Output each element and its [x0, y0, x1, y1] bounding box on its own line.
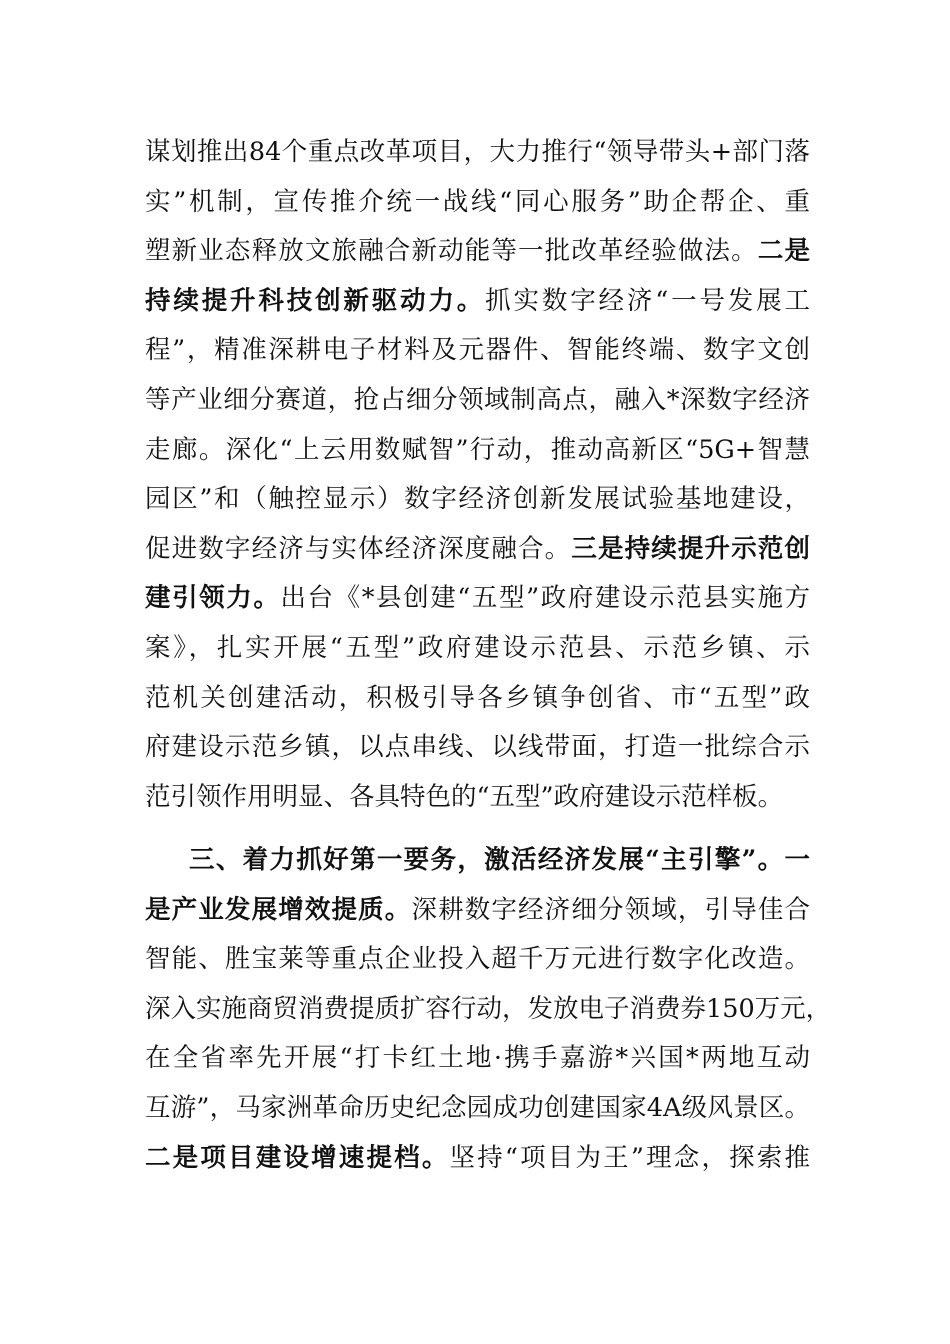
text-line — [145, 773, 810, 823]
bold-text: 二是 — [757, 236, 810, 267]
text-line — [145, 1084, 810, 1134]
text-line — [145, 886, 810, 936]
text-segment: 实”机制，宣传推介统一战线“同心服务”助企帮企、重 — [145, 186, 810, 217]
text-segment: 互游”，马家洲革命历史纪念园成功创建国家4A级风景区。 — [145, 1092, 810, 1123]
text-line — [145, 525, 810, 575]
text-segment: 促进数字经济与实体经济深度融合。 — [145, 533, 572, 564]
text-line — [145, 277, 810, 327]
text-line — [145, 574, 810, 624]
text-line — [145, 426, 810, 476]
text-segment: 范机关创建活动，积极引导各乡镇争创省、市“五型”政 — [145, 682, 810, 713]
text-segment: 等产业细分赛道，抢占细分领域制高点，融入*深数字经济 — [145, 384, 810, 415]
text-line — [145, 985, 832, 1035]
text-segment: 智能、胜宝莱等重点企业投入超千万元进行数字化改造。 — [145, 944, 810, 975]
bold-text: 持续提升科技创新驱动力。 — [145, 285, 486, 316]
bold-text: 二是项目建设增速提档。 — [145, 1142, 450, 1173]
text-line — [145, 376, 810, 426]
text-line — [145, 128, 810, 178]
text-segment: 程”，精准深耕电子材料及元器件、智能终端、数字文创 — [145, 335, 810, 366]
text-segment: 府建设示范乡镇，以点串线、以线带面，打造一批综合示 — [145, 732, 810, 763]
text-segment: 谋划推出84个重点改革项目，大力推行“领导带头+部门落 — [145, 137, 810, 167]
text-line — [145, 935, 810, 985]
text-segment: 案》，扎实开展“五型”政府建设示范县、示范乡镇、示 — [145, 632, 810, 663]
text-segment: 出台《*县创建“五型”政府建设示范县实施方 — [280, 583, 810, 614]
text-segment: 抓实数字经济“一号发展工 — [485, 285, 810, 316]
paragraph-reform-and-innovation — [145, 128, 810, 822]
text-segment: 塑新业态释放文旅融合新动能等一批改革经验做法。 — [145, 236, 758, 267]
text-segment: 深耕数字经济细分领域，引导佳合 — [411, 894, 810, 925]
paragraph-economic-development — [145, 836, 832, 1183]
text-line — [145, 624, 810, 674]
text-line — [145, 178, 810, 228]
text-line — [145, 326, 810, 376]
text-segment: 范引领作用明显、各具特色的“五型”政府建设示范样板。 — [145, 781, 784, 812]
text-line — [145, 1134, 810, 1184]
text-line — [145, 836, 810, 886]
bold-text: 三、着力抓好第一要务，激活经济发展“主引擎”。一 — [189, 845, 810, 875]
text-segment: 在全省率先开展“打卡红土地·携手嘉游*兴国*两地互动 — [145, 1043, 810, 1074]
bold-text: 是产业发展增效提质。 — [145, 894, 412, 925]
text-line — [145, 227, 810, 277]
text-line — [145, 1034, 810, 1084]
bold-text: 建引领力。 — [145, 583, 281, 614]
bold-text: 三是持续提升示范创 — [571, 533, 810, 564]
text-segment: 深入实施商贸消费提质扩容行动，发放电子消费券150万元， — [145, 993, 832, 1024]
text-line — [145, 475, 810, 525]
text-segment: 坚持“项目为王”理念，探索推 — [449, 1142, 810, 1173]
text-line — [145, 723, 810, 773]
text-line — [145, 674, 810, 724]
text-segment: 园区”和（触控显示）数字经济创新发展试验基地建设， — [145, 484, 810, 515]
text-segment: 走廊。深化“上云用数赋智”行动，推动高新区“5G+智慧 — [145, 434, 810, 465]
